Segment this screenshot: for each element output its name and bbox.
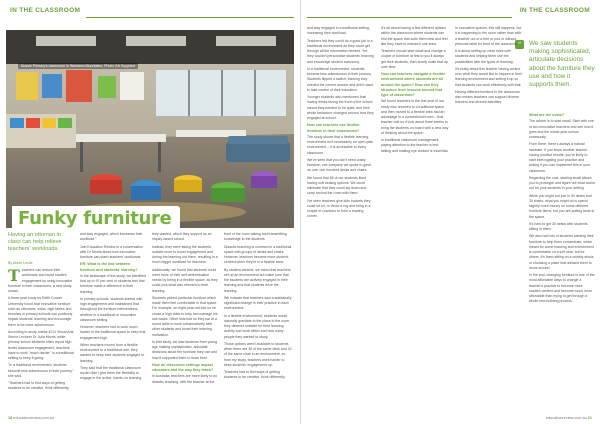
byline: By Abbie Leslie (8, 261, 33, 265)
classroom-photo (6, 30, 294, 228)
standfirst: Having an ottoman in class can help relieve teachers' workloads. (8, 232, 62, 252)
subheading: ER: What is the link between furniture and students' learning? (80, 262, 138, 272)
paragraph: Didactic teaching is common in a traditional space with groups of desks and chairs. However, teachers become more student-centred when they're in a flexible area. (224, 244, 292, 265)
section-label: IN THE CLASSROOM (10, 7, 81, 14)
paragraph: "In a traditional environment, students become less adventurous in their journey," she said. (8, 363, 74, 378)
paragraph: and stay engaged, which increases their workload." (80, 232, 143, 242)
right-folio (546, 416, 592, 420)
paragraph: Teachers felt they could do a good job in a traditional environment as they could get through all the information needed. Yet, they couldn't personalise students' learning and encourage student autonomy. (307, 38, 374, 64)
paragraph: In primary schools, students started with high engagement and maintained that throughout the furniture interventions, whether in a traditional or innovative classroom setting. (80, 296, 143, 322)
section-label: IN THE CLASSROOM (519, 7, 590, 14)
paragraph: Additionally, we found that students could meet more of their self-determination needs by being in a flexible space, as they could pick what was relevant to their learning. (152, 267, 218, 293)
column-6 (381, 26, 449, 416)
paragraph: However, teachers had to work much harder in the traditional space to keep that engagement high. (80, 325, 146, 340)
paragraph: We found teachers in the first year of our study who returned to a traditional space and then moved to a flexible area had an advantage in a conventional room – that teacher told us it took about three weeks to bring the students on board with a new way of thinking about the space. (381, 99, 449, 135)
folio-site: educationreview.com.au (13, 416, 55, 420)
paragraph: The advice is to start small. Start with one or two innovative teachers and see how it goes and the whole-year school community. (529, 119, 594, 139)
paragraph: Teachers had to find ways of getting students to be creative, think differently, (224, 370, 286, 380)
page-number: 21 (587, 416, 592, 420)
paragraph: By student-centred, we mean that teachers set up an environment but make sure that the students are actively engaged in their learning and that students drive the learning. (224, 267, 291, 293)
subheading: What are the costs? (529, 113, 565, 117)
paragraph: I've seen teachers give kids buckets they could sit on, or throw a rug and bring in a couple of cushions to form a reading corner. (307, 198, 371, 219)
paragraph: It's really about this teacher having control over what they would like to happen in their learning environment and setting it up so that students can work effectively with that. (455, 66, 523, 87)
paragraph: "Teachers had to find ways of getting students to be creative, think differently, (8, 381, 70, 391)
left-header (0, 0, 300, 22)
classroom-illustration (6, 30, 294, 228)
paragraph: In Australia, teachers are more likely to do didactic teaching, with the teacher at the (152, 374, 218, 384)
paragraph: A three-year study by Edith Cowan University found that innovative furniture such as ottomans, sofas, high tables and benches in primary schools can positively impact students' learning and encourage them to be more autonomous. (8, 296, 73, 327)
column-2 (80, 232, 146, 416)
right-header (301, 0, 600, 22)
paragraph: In innovative spaces, this still happens, but it is happening in the room rather than with a teacher out of a tree or pod or without personal table for front of the classroom. (455, 26, 522, 46)
paragraph: According to study author ECU Visual Arts Senior Lecturer Dr Julia Morris, while primary school students often report high levels classroom engagement, teachers have to work "much harder" in a traditional setting to keep it going. (8, 329, 74, 360)
column-3 (152, 232, 218, 416)
column-1 (8, 268, 74, 416)
folio-site: educationreview.com.au (545, 416, 587, 420)
subheading: How can teachers navigate a flexible environment where students are all around the space? How can they structure their lessons around that type of classroom? (381, 72, 446, 97)
paragraph: We found that 65 of our students liked having soft seating options. We could eliminate that they could lay down and carry around the room with them. (307, 175, 367, 196)
title-box (12, 206, 180, 228)
page-number: 18 (8, 416, 13, 420)
paragraph: In the end, changing furniture is one of the most affordable ways to change a teacher's practice to become more student-centred and become much more affordable than trying to get through a whole new building process. (529, 273, 595, 304)
paragraph: While you might not just in 30 desks and 30 chairs, what you might do is spend slightly more money on some different furniture items, but you are putting beds in the space. (529, 193, 595, 219)
pull-quote (517, 40, 595, 89)
paragraph: In traditional classroom management, paying attention to the teacher is lest: talking and making eye contact is essential. (381, 138, 449, 153)
paragraph: It is about setting up clear rules with students and helping them use the possibilities with the types of learning. (455, 49, 514, 64)
paragraph: front of the room talking and transmitting knowledge to the students. (224, 232, 287, 242)
column-7 (455, 26, 523, 416)
paragraph: They said that the traditional classroom model didn't give them the flexibility to engage in the active, hands-on learning (80, 365, 142, 381)
subheading: How can teachers use flexible furniture in their classrooms? (307, 123, 360, 133)
paragraph: they wanted, which they support as an inquiry-based school. (152, 232, 212, 242)
right-page (300, 0, 600, 424)
article-title: Funky furniture (18, 208, 172, 228)
subheading: How do classroom settings impact educators and the way they teach? (152, 362, 214, 372)
header-rule (86, 17, 294, 18)
paragraph: It's all about having a few different options within the classroom where students can find the space that suits them best and feel like they have to research one area. (381, 26, 448, 46)
paragraph: We indicate that teachers saw a statistically significant change in their practice in each environment. (224, 295, 292, 311)
paragraph: The study shows that a flexible learning environment isn't necessarily an open-plan environment – it is accessible to every classroom. (307, 134, 374, 155)
paragraph: Join Education Review in a conversation with Dr Morris about how innovative furniture can slash teachers' workloads. (80, 244, 143, 259)
paragraph: In a flexible environment, students would naturally gravitate to the place in the room they deemed suitable for their learning activity and work within and how many people they wanted to study. (224, 313, 290, 339)
pull-quote-text: We saw students making sophisticated, articulate decisions about the furniture they use and how it supports them. (529, 40, 595, 89)
column-4 (224, 232, 292, 416)
svg-text:“: “ (517, 40, 522, 49)
paragraph: Students picked particular furniture which made them feel comfortable in that space. For example, an eight-year-old told us he chose a high table to help him manage his own tasks. Other kids told us they sat at a round table to work collaboratively with other students and boost their learning motivation. (152, 295, 218, 337)
paragraph: It's hard to get 30 desks with students sitting in them. (529, 221, 588, 231)
paragraph: Teachers can reduce their workloads and boost student engagement by using innovative furniture in their classrooms, a new study shows. (8, 268, 73, 293)
paragraph: Those options aren't available to students when there are 30 of the same desk and 30 of the same chair in an environment, so from my study, teachers work harder to keep students' engagement up. (224, 341, 292, 367)
paragraph: In the landscape of the study, we identified that up to 97 per cent of students feel that furniture made a difference in their learning. (80, 273, 146, 294)
paragraph: Regarding the cost, starting small allows you to prototype and figure out what works out for your students in your setting. (529, 175, 595, 191)
drop-cap: T (8, 268, 20, 285)
paragraph: Younger students also mentioned that having desks facing the front of the school meant they needed to be quiet, and their whole behaviour changed around how they engaged at school. (307, 95, 374, 120)
paragraph: Instead, they were taking the students outside more to boost engagement and during the learning out there, resulting in a much bigger workload for teachers. (152, 244, 218, 265)
paragraph: From there, there's always a natural increase. If you know another teacher having positive results, you're likely to start interrogating your practice and asking if you can implement this in your classroom. (529, 142, 591, 173)
paragraph: In a traditional environment, students became less adventurous in their journey. Students flipped a switch, thinking they needed the correct answer and didn't want to take control of their education. (307, 66, 373, 92)
paragraph: Having different furniture in the classroom also means teachers can support diverse learners and diverse activities. (455, 89, 520, 105)
left-folio (8, 416, 54, 420)
paragraph: We also had lots of students wanting their furniture to help them concentrate, which meant for some learning and environment is comfortable on a soft seat, but for others, it's them sitting on a wobbly stools or choosing a place that allowed them to move around. (529, 234, 594, 270)
header-rule (307, 17, 512, 18)
paragraph: In that study, we saw students from young age making sophisticated, articulate decisions about the furniture they use and how it supported them to learn best. (152, 339, 218, 360)
column-5 (307, 26, 375, 416)
paragraph: We've seen that you don't need costly furniture; one company we spoke to gave us over one hundred desks and chairs. (307, 157, 372, 173)
column-8 (529, 112, 595, 416)
paragraph: Teachers should start small and change a couple of furniture at first to you'll always get their students, then slowly scale that up over time. (381, 49, 448, 69)
paragraph: When teachers moved from a flexible environment to a traditional one, they wanted to keep their students engaged in learning. (80, 342, 145, 363)
paragraph: and stay engaged in a traditional setting, increasing their workload. (307, 26, 370, 36)
photo-caption: Aussie Primary's classroom in Wontarra Mountains, Photo: Art Supplied (18, 63, 138, 69)
